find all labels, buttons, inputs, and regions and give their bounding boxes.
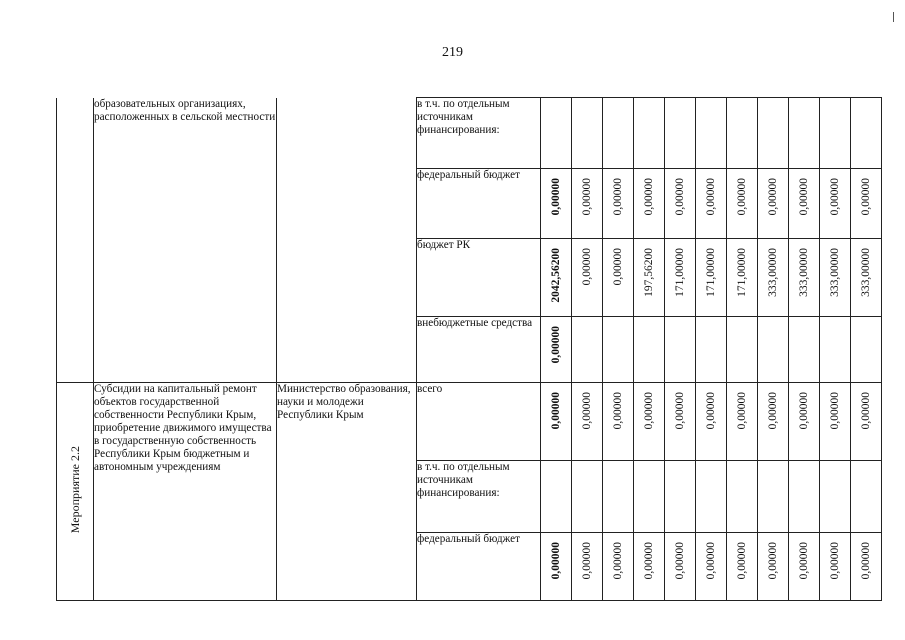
value-cell (541, 383, 572, 461)
year-value: 171,00000 (704, 248, 717, 297)
value-cell (851, 239, 882, 317)
table-row (57, 383, 882, 461)
value-cell (572, 169, 603, 239)
year-value: 0,00000 (673, 178, 686, 216)
value-cell (727, 98, 758, 169)
value-cell (696, 98, 727, 169)
value-cell (758, 461, 789, 533)
year-value: 0,00000 (797, 542, 810, 580)
value-cell (665, 383, 696, 461)
year-value: 0,00000 (704, 178, 717, 216)
value-cell (634, 383, 665, 461)
value-cell (603, 239, 634, 317)
value-cell (820, 239, 851, 317)
value-cell (696, 317, 727, 383)
year-value: 0,00000 (797, 392, 810, 430)
funding-source-label: в т.ч. по отдельным источникам финансирования: (417, 461, 510, 499)
value-cell (603, 169, 634, 239)
value-cell (820, 461, 851, 533)
year-value: 0,00000 (735, 542, 748, 580)
year-value: 171,00000 (735, 248, 748, 297)
value-cell (541, 317, 572, 383)
value-cell (820, 317, 851, 383)
value-cell (758, 239, 789, 317)
value-cell (541, 533, 572, 601)
funding-source-cell (417, 533, 541, 601)
funding-source-cell (417, 98, 541, 169)
value-cell (789, 383, 820, 461)
value-cell (727, 169, 758, 239)
year-value: 0,00000 (673, 392, 686, 430)
value-cell (696, 169, 727, 239)
measure-label: Мероприятие 2.2 (67, 445, 82, 534)
value-cell (820, 533, 851, 601)
value-cell (758, 383, 789, 461)
table-body (57, 98, 882, 601)
value-cell (634, 317, 665, 383)
year-value: 0,00000 (642, 392, 655, 430)
value-cell (572, 239, 603, 317)
value-cell (851, 461, 882, 533)
value-cell (727, 317, 758, 383)
value-cell (696, 533, 727, 601)
measure-description: образовательных организациях, расположенных в сельской местности (94, 97, 276, 123)
year-value: 0,00000 (673, 542, 686, 580)
executor-cell (277, 383, 417, 601)
year-value: 197,56200 (642, 248, 655, 297)
value-cell (665, 533, 696, 601)
year-value: 0,00000 (766, 542, 779, 580)
value-cell (541, 98, 572, 169)
value-cell (789, 239, 820, 317)
funding-source-cell (417, 317, 541, 383)
budget-table (56, 97, 882, 601)
year-value: 0,00000 (611, 248, 624, 286)
year-value: 0,00000 (797, 178, 810, 216)
value-cell (634, 533, 665, 601)
funding-source-cell (417, 461, 541, 533)
funding-source-cell (417, 383, 541, 461)
measure-description-cell (94, 98, 277, 383)
value-cell (665, 239, 696, 317)
value-cell (572, 533, 603, 601)
funding-source-label: внебюджетные средства (417, 317, 533, 329)
value-cell (851, 317, 882, 383)
year-value: 0,00000 (859, 542, 872, 580)
table-row (57, 98, 882, 169)
funding-source-cell (417, 169, 541, 239)
value-cell (851, 98, 882, 169)
value-cell (789, 98, 820, 169)
value-cell (727, 461, 758, 533)
funding-source-label: бюджет РК (417, 239, 471, 251)
value-cell (696, 461, 727, 533)
page-number: 219 (442, 45, 463, 60)
measure-description: Субсидии на капитальный ремонт объектов государственной собственности Республики Крым, приобретение движимого имущества в государственную собственность Республики Крым бюджетным и автономным учреждениям (94, 383, 272, 473)
value-cell (851, 533, 882, 601)
value-cell (665, 317, 696, 383)
measure-label-cell (57, 98, 94, 383)
year-value: 171,00000 (673, 248, 686, 297)
value-cell (820, 169, 851, 239)
year-value: 0,00000 (859, 178, 872, 216)
year-value: 333,00000 (797, 248, 810, 297)
year-value: 0,00000 (580, 392, 593, 430)
year-value: 0,00000 (611, 392, 624, 430)
value-cell (634, 169, 665, 239)
value-cell (696, 383, 727, 461)
year-value: 333,00000 (859, 248, 872, 297)
year-value: 0,00000 (828, 392, 841, 430)
year-value: 0,00000 (828, 178, 841, 216)
year-value: 0,00000 (611, 542, 624, 580)
total-value: 0,00000 (549, 392, 562, 430)
value-cell (820, 98, 851, 169)
value-cell (541, 169, 572, 239)
value-cell (541, 239, 572, 317)
year-value: 333,00000 (828, 248, 841, 297)
year-value: 333,00000 (766, 248, 779, 297)
value-cell (789, 169, 820, 239)
value-cell (727, 533, 758, 601)
value-cell (665, 98, 696, 169)
year-value: 0,00000 (766, 178, 779, 216)
value-cell (758, 317, 789, 383)
value-cell (634, 239, 665, 317)
value-cell (634, 98, 665, 169)
year-value: 0,00000 (704, 392, 717, 430)
total-value: 0,00000 (549, 326, 562, 364)
value-cell (758, 533, 789, 601)
year-value: 0,00000 (735, 178, 748, 216)
value-cell (665, 461, 696, 533)
funding-source-label: федеральный бюджет (417, 169, 520, 181)
year-value: 0,00000 (580, 178, 593, 216)
value-cell (572, 383, 603, 461)
executor-name: Министерство образования, науки и молодежи Республики Крым (277, 383, 411, 421)
year-value: 0,00000 (735, 392, 748, 430)
year-value: 0,00000 (766, 392, 779, 430)
value-cell (789, 533, 820, 601)
value-cell (541, 461, 572, 533)
value-cell (851, 383, 882, 461)
value-cell (789, 317, 820, 383)
value-cell (696, 239, 727, 317)
total-value: 0,00000 (549, 542, 562, 580)
year-value: 0,00000 (642, 178, 655, 216)
value-cell (665, 169, 696, 239)
corner-tick-mark (893, 12, 894, 22)
value-cell (727, 239, 758, 317)
value-cell (572, 317, 603, 383)
value-cell (851, 169, 882, 239)
funding-source-label: всего (417, 383, 443, 395)
value-cell (727, 383, 758, 461)
year-value: 0,00000 (580, 248, 593, 286)
value-cell (572, 98, 603, 169)
year-value: 0,00000 (642, 542, 655, 580)
year-value: 0,00000 (611, 178, 624, 216)
total-value: 2042,56200 (549, 248, 562, 303)
value-cell (603, 317, 634, 383)
value-cell (572, 461, 603, 533)
value-cell (603, 533, 634, 601)
value-cell (634, 461, 665, 533)
value-cell (603, 461, 634, 533)
value-cell (758, 169, 789, 239)
year-value: 0,00000 (704, 542, 717, 580)
funding-source-label: в т.ч. по отдельным источникам финансирования: (417, 98, 510, 136)
value-cell (820, 383, 851, 461)
value-cell (603, 383, 634, 461)
funding-source-cell (417, 239, 541, 317)
executor-cell (277, 98, 417, 383)
total-value: 0,00000 (549, 178, 562, 216)
measure-label-cell (57, 383, 94, 601)
measure-description-cell (94, 383, 277, 601)
year-value: 0,00000 (828, 542, 841, 580)
value-cell (603, 98, 634, 169)
value-cell (789, 461, 820, 533)
value-cell (758, 98, 789, 169)
funding-source-label: федеральный бюджет (417, 533, 520, 545)
year-value: 0,00000 (859, 392, 872, 430)
year-value: 0,00000 (580, 542, 593, 580)
